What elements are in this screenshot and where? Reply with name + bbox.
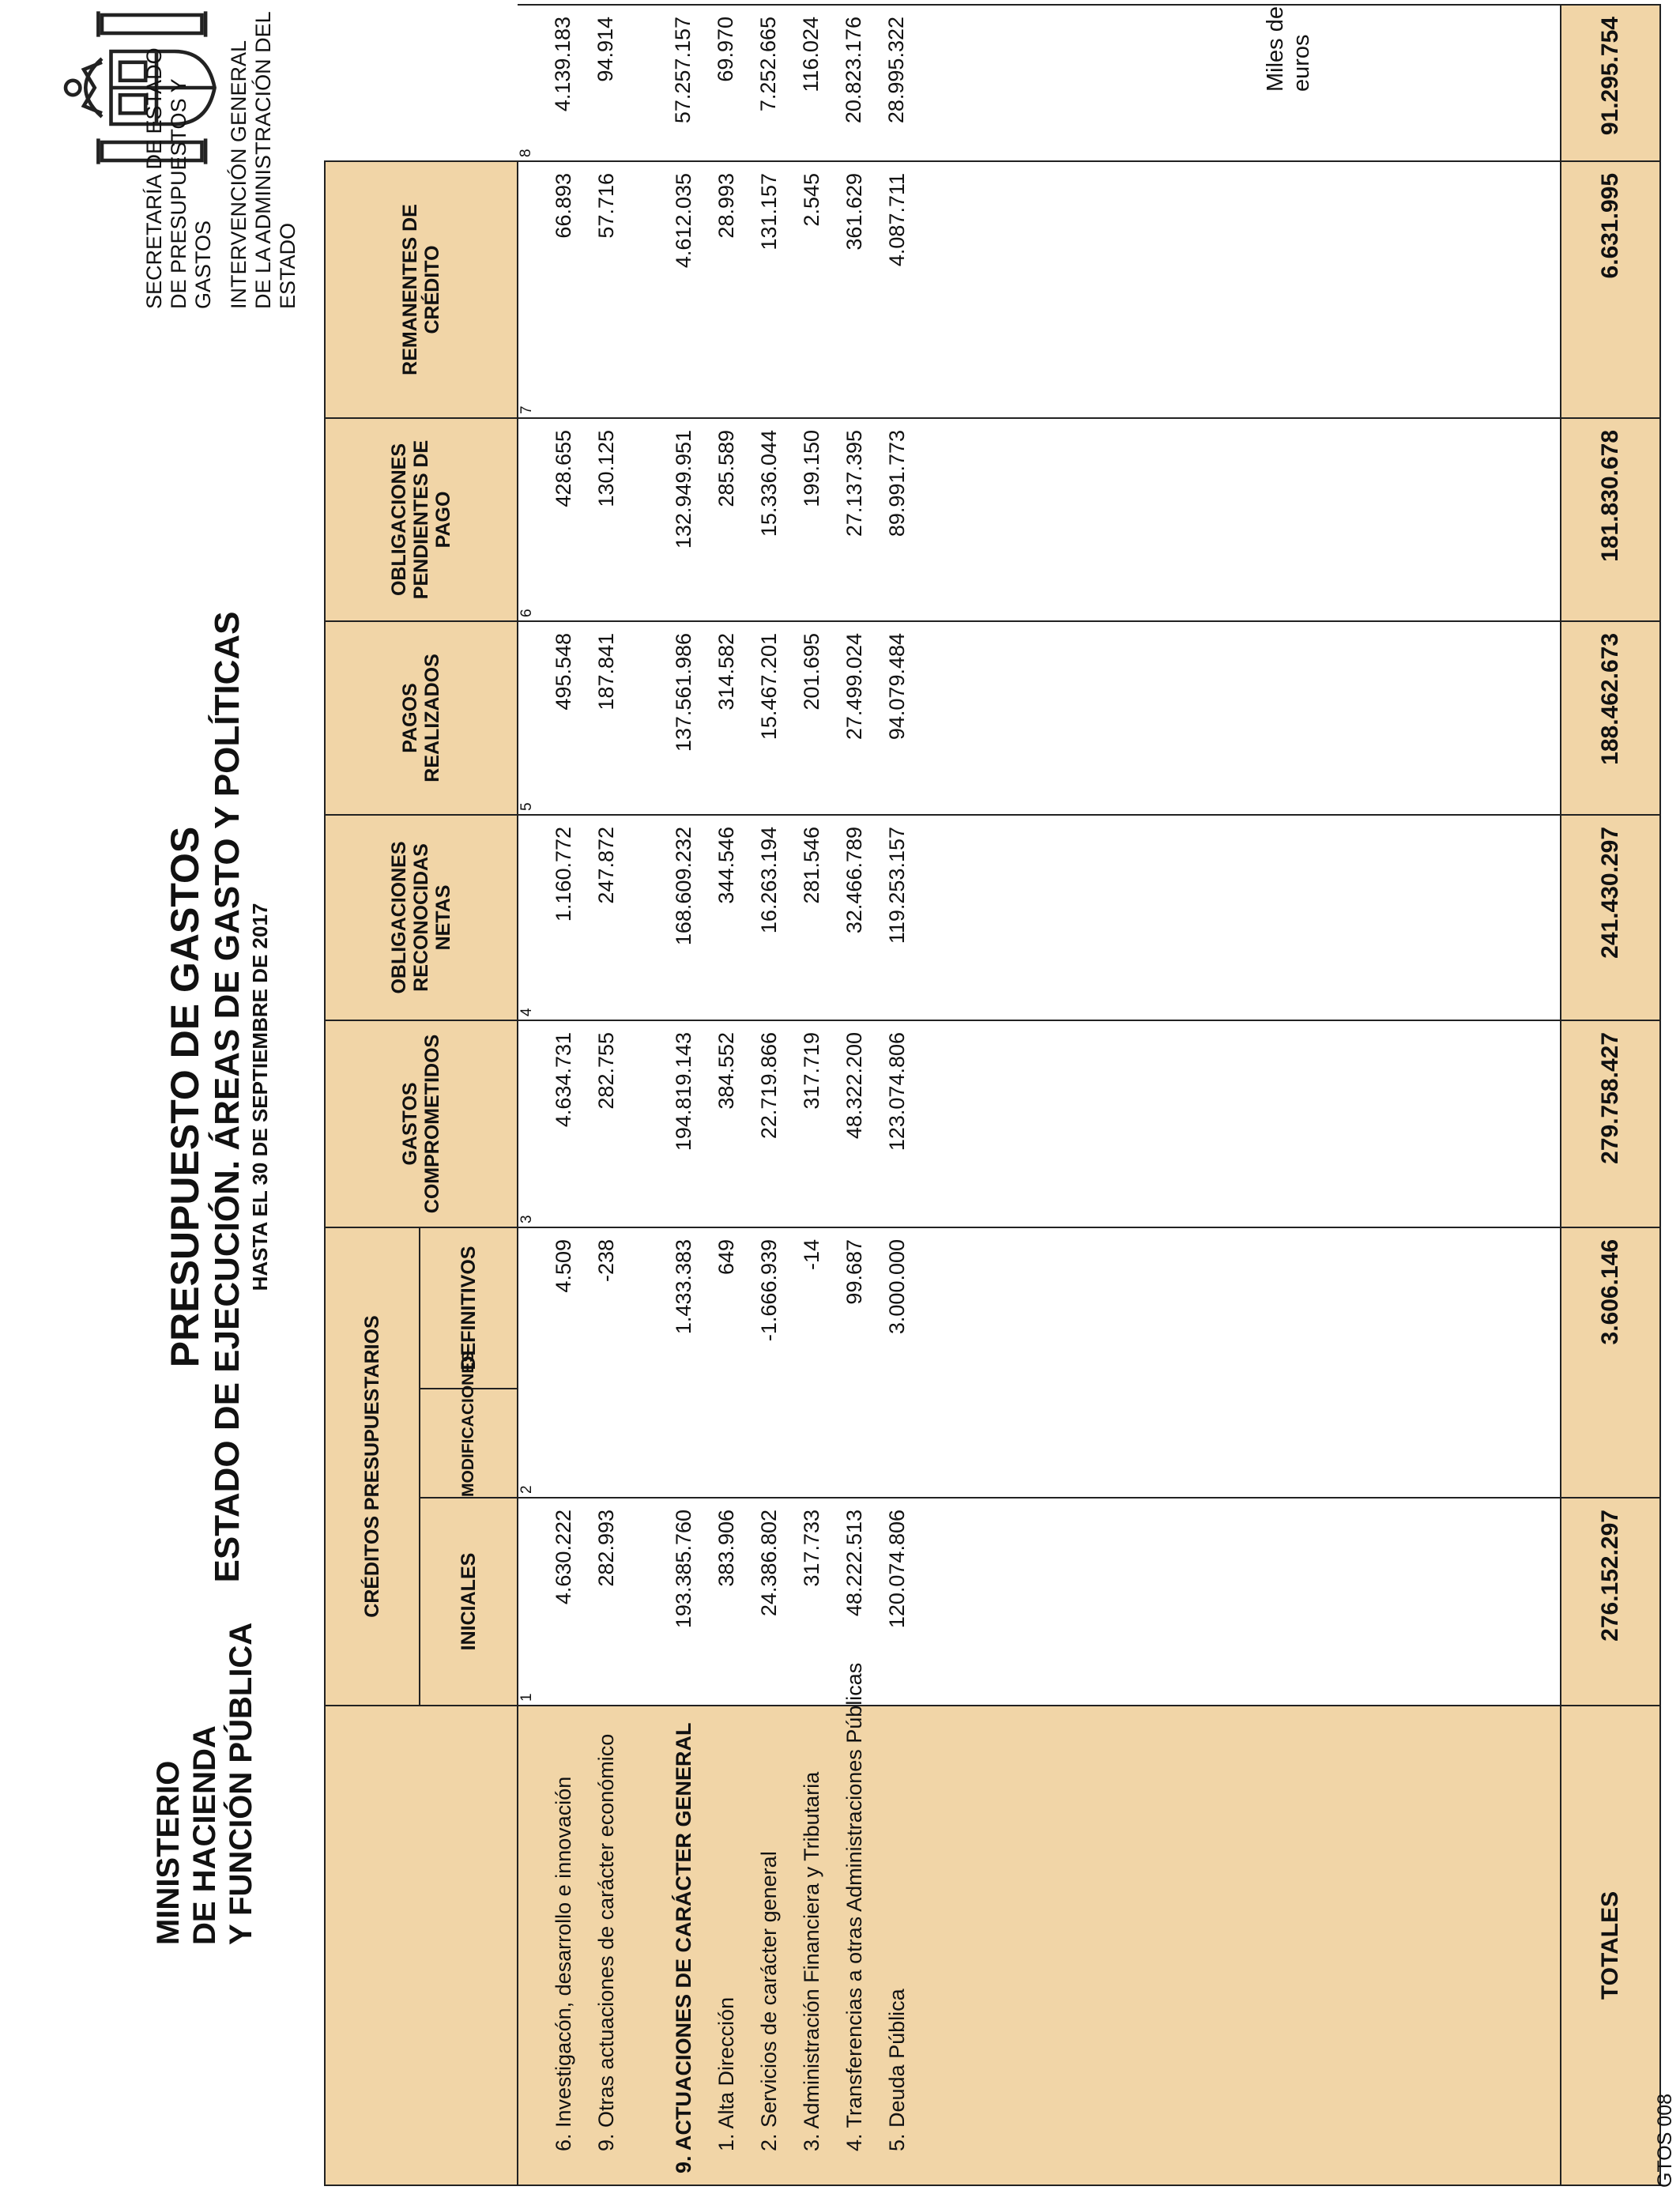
col-number: 4 — [518, 1008, 535, 1016]
cell: 15.467.201 — [757, 632, 781, 741]
creditos-group-header: CRÉDITOS PRESUPUESTARIOS — [325, 1227, 420, 1706]
row-label: 3. Administración Financiera y Tributaria — [800, 1771, 823, 2151]
cell: 4.139.183 — [551, 17, 574, 112]
cell: 383.906 — [714, 1510, 738, 1587]
cell: 20.823.176 — [842, 17, 865, 124]
col-number: 3 — [518, 1215, 535, 1223]
data-column-8 — [518, 5, 1561, 161]
cell: 89.991.773 — [885, 429, 909, 537]
cell: 314.582 — [714, 632, 738, 711]
cell: 24.386.802 — [757, 1510, 781, 1617]
total-cell: 3.606.146 — [1561, 1227, 1660, 1498]
col-number: 5 — [518, 802, 535, 811]
cell: -238 — [594, 1238, 618, 1283]
cell: 48.222.513 — [842, 1510, 866, 1617]
data-column-5 — [518, 621, 1561, 815]
cell: 69.970 — [714, 17, 737, 82]
cell: 130.125 — [594, 429, 618, 507]
cell: 317.733 — [800, 1510, 823, 1587]
cell: 4.634.731 — [552, 1031, 575, 1128]
col-header-8: REMANENTES DE CRÉDITO — [325, 161, 518, 418]
total-cell: 181.830.678 — [1561, 418, 1660, 621]
cell: 57.716 — [594, 172, 618, 239]
cell: 168.609.232 — [672, 826, 695, 946]
cell: 187.841 — [594, 632, 618, 711]
total-cell: 188.462.673 — [1561, 621, 1660, 815]
row-label: 1. Alta Dirección — [714, 1996, 738, 2151]
col-number: 8 — [518, 149, 534, 157]
cell: 282.993 — [594, 1510, 618, 1587]
ministry-line-1: MINISTERIO — [151, 1760, 186, 1945]
intervencion-line-1: INTERVENCIÓN GENERAL — [227, 40, 250, 309]
cell: 247.872 — [594, 826, 618, 904]
row-label: 4. Transferencias a otras Administraciones Públicas — [842, 1662, 866, 2151]
cell: 649 — [714, 1238, 738, 1276]
col-header-4: GASTOS COMPROMETIDOS — [325, 1020, 518, 1227]
title-line-1: PRESUPUESTO DE GASTOS — [163, 826, 207, 1368]
row-label: 6. Investigacón, desarrollo e innovación — [552, 1776, 575, 2151]
secretaria-block — [142, 0, 300, 309]
cell: 22.719.866 — [757, 1031, 781, 1140]
cell: 32.466.789 — [842, 826, 866, 934]
cell: 7.252.665 — [756, 17, 780, 112]
col-number: 6 — [518, 609, 535, 617]
cell: 116.024 — [799, 17, 823, 92]
cell: -14 — [800, 1238, 823, 1271]
cell: 27.137.395 — [842, 429, 866, 537]
cell: 27.499.024 — [842, 632, 866, 741]
cell: 137.561.986 — [672, 632, 695, 752]
cell: 281.546 — [800, 826, 823, 904]
ministry-line-3: Y FUNCIÓN PÚBLICA — [224, 1622, 258, 1945]
data-column-6 — [518, 418, 1561, 621]
data-column-7 — [518, 161, 1561, 418]
col-header-6: PAGOS REALIZADOS — [325, 621, 518, 815]
cell: 4.509 — [552, 1238, 575, 1293]
cell: 193.385.760 — [672, 1510, 695, 1629]
ministry-line-2: DE HACIENDA — [187, 1725, 222, 1945]
intervencion-line-2: DE LA ADMINISTRACIÓN DEL ESTADO — [251, 12, 299, 309]
cell: 282.755 — [594, 1031, 618, 1110]
cell: 99.687 — [842, 1238, 866, 1305]
budget-execution-table — [324, 4, 1661, 2186]
row-label: 2. Servicios de carácter general — [757, 1851, 781, 2151]
cell: 285.589 — [714, 429, 738, 507]
col-header-3: DEFINITIVOS — [420, 1227, 518, 1389]
totals-row — [1561, 5, 1660, 2185]
cell: 132.949.951 — [672, 429, 695, 549]
cell: -1.666.939 — [757, 1238, 781, 1342]
cell: 428.655 — [552, 429, 575, 507]
cell: 317.719 — [800, 1031, 823, 1110]
cell: 28.993 — [714, 172, 738, 239]
secretaria-line-1: SECRETARÍA DE ESTADO — [142, 47, 166, 309]
concept-header — [325, 1706, 518, 2185]
page-title — [162, 0, 273, 2194]
col-header-2: MODIFICACIONES — [420, 1389, 518, 1498]
title-date: HASTA EL 30 DE SEPTIEMBRE DE 2017 — [248, 903, 272, 1291]
form-code: GTOS 008 — [1654, 2093, 1676, 2188]
row-label: 9. Otras actuaciones de carácter económico — [594, 1733, 618, 2151]
data-column-1 — [518, 1498, 1561, 1706]
cell: 1.160.772 — [552, 826, 575, 922]
col-header-1: INICIALES — [420, 1498, 518, 1706]
row-label: 5. Deuda Pública — [885, 1989, 909, 2151]
row-labels-column — [518, 1662, 1561, 2185]
secretaria-line-2: DE PRESUPUESTOS Y GASTOS — [167, 78, 215, 309]
total-cell: 276.152.297 — [1561, 1498, 1660, 1706]
cell: 361.629 — [842, 172, 866, 251]
cell: 94.079.484 — [885, 632, 909, 741]
cell: 384.552 — [714, 1031, 738, 1110]
total-cell: 6.631.995 — [1561, 161, 1660, 418]
cell: 48.322.200 — [842, 1031, 866, 1140]
cell: 4.087.711 — [885, 172, 909, 267]
cell: 57.257.157 — [671, 17, 695, 124]
row-label-section: 9. ACTUACIONES DE CARÁCTER GENERAL — [672, 1722, 695, 2173]
col-header-7: OBLIGACIONES PENDIENTES DE PAGO — [325, 418, 518, 621]
data-column-3 — [518, 1020, 1561, 1227]
cell: 344.546 — [714, 826, 738, 904]
cell: 94.914 — [593, 17, 617, 82]
cell: 201.695 — [800, 632, 823, 711]
total-cell: 241.430.297 — [1561, 815, 1660, 1020]
cell: 2.545 — [800, 172, 823, 227]
col-header-5: OBLIGACIONES RECONOCIDAS NETAS — [325, 815, 518, 1020]
col-number: 1 — [518, 1693, 535, 1702]
cell: 120.074.806 — [885, 1510, 909, 1629]
title-line-2: ESTADO DE EJECUCIÓN. ÁREAS DE GASTO Y POLÍTICAS — [208, 611, 247, 1583]
data-column-2 — [518, 1227, 1561, 1498]
cell: 194.819.143 — [672, 1031, 695, 1152]
data-column-4 — [518, 815, 1561, 1020]
cell: 28.995.322 — [884, 17, 908, 124]
cell: 4.612.035 — [672, 172, 695, 269]
total-cell: 279.758.427 — [1561, 1020, 1660, 1227]
cell: 199.150 — [800, 429, 823, 507]
cell: 16.263.194 — [757, 826, 781, 934]
cell: 15.336.044 — [757, 429, 781, 537]
cell: 3.000.000 — [885, 1238, 909, 1335]
cell: 123.074.806 — [885, 1031, 909, 1152]
col-number: 7 — [518, 405, 535, 414]
total-cell: 91.295.754 — [1561, 5, 1660, 161]
cell: 1.433.383 — [672, 1238, 695, 1335]
cell: 495.548 — [552, 632, 575, 711]
totals-label: TOTALES — [1561, 1706, 1660, 2185]
cell: 131.157 — [757, 172, 781, 251]
cell: 119.253.157 — [885, 826, 909, 944]
cell: 66.893 — [552, 172, 575, 239]
units-label: Miles de euros — [1263, 6, 1314, 92]
col-number: 2 — [518, 1485, 535, 1494]
cell: 4.630.222 — [552, 1510, 575, 1605]
